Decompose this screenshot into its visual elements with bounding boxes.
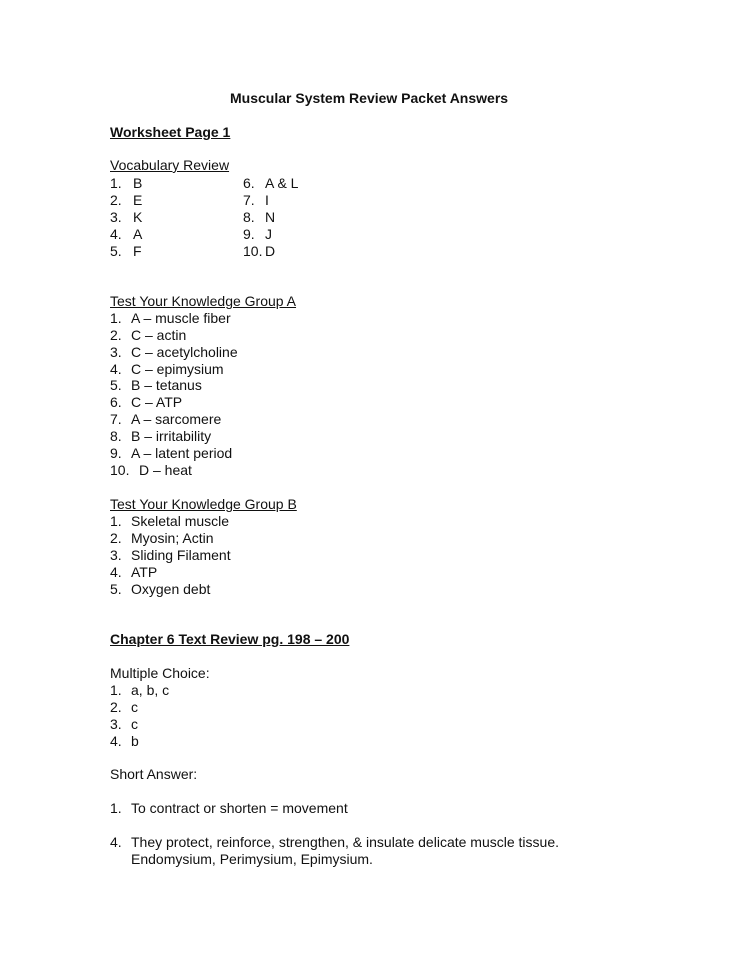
list-number: 1. [110, 513, 122, 529]
list-number: 2. [110, 530, 122, 546]
list-item: Skeletal muscle [131, 513, 230, 529]
list-item: B [133, 175, 143, 191]
list-number: 7. [243, 192, 255, 208]
list-number: 3. [110, 344, 122, 360]
list-number: 6. [243, 175, 255, 191]
list-item: F [133, 243, 142, 259]
list-item: A – sarcomere [131, 411, 222, 427]
list-item: K [133, 209, 143, 225]
list-number: 1. [110, 682, 122, 698]
page-title: Muscular System Review Packet Answers [230, 90, 509, 106]
list-item: Sliding Filament [131, 547, 231, 563]
list-item: E [133, 192, 143, 208]
list-number: 4. [110, 361, 122, 377]
list-item: a, b, c [131, 682, 170, 698]
list-item: D [265, 243, 276, 259]
list-item: C – acetylcholine [131, 344, 238, 360]
list-number: 1. [110, 310, 122, 326]
list-number: 4. [110, 226, 122, 242]
list-item: c [131, 716, 138, 732]
list-item: They protect, reinforce, strengthen, & insulate delicate muscle tissue. [131, 834, 559, 850]
list-item: C – actin [131, 327, 187, 343]
list-number: 6. [110, 394, 122, 410]
list-item: ATP [131, 564, 158, 580]
list-item: A – muscle fiber [131, 310, 231, 326]
list-item: J [265, 226, 272, 242]
list-item: N [265, 209, 276, 225]
list-item: D – heat [139, 462, 192, 478]
short-answer-heading: Short Answer: [110, 766, 198, 782]
list-number: 2. [110, 192, 122, 208]
list-number: 4. [110, 834, 122, 850]
list-item: I [265, 192, 269, 208]
worksheet-heading: Worksheet Page 1 [110, 124, 231, 140]
list-number: 1. [110, 175, 122, 191]
group-b-heading: Test Your Knowledge Group B [110, 496, 297, 512]
list-number: 2. [110, 699, 122, 715]
list-number: 8. [243, 209, 255, 225]
list-item: b [131, 733, 139, 749]
list-number: 5. [110, 243, 122, 259]
list-number: 3. [110, 209, 122, 225]
list-number: 10. [110, 462, 130, 478]
vocabulary-heading: Vocabulary Review [110, 157, 230, 173]
list-number: 9. [110, 445, 122, 461]
list-number: 4. [110, 733, 122, 749]
list-item: A [133, 226, 143, 242]
list-number: 1. [110, 800, 122, 816]
list-item: C – ATP [131, 394, 183, 410]
chapter-heading: Chapter 6 Text Review pg. 198 – 200 [110, 631, 350, 647]
list-item: c [131, 699, 138, 715]
list-item: B – irritability [131, 428, 212, 444]
list-number: 4. [110, 564, 122, 580]
list-number: 9. [243, 226, 255, 242]
list-item: C – epimysium [131, 361, 224, 377]
list-number: 3. [110, 716, 122, 732]
list-number: 5. [110, 377, 122, 393]
multiple-choice-heading: Multiple Choice: [110, 665, 210, 681]
list-number: 10. [243, 243, 263, 259]
list-number: 8. [110, 428, 122, 444]
list-number: 2. [110, 327, 122, 343]
list-item: A & L [265, 175, 299, 191]
list-number: 5. [110, 581, 122, 597]
list-item: B – tetanus [131, 377, 202, 393]
list-item-continuation: Endomysium, Perimysium, Epimysium. [131, 851, 373, 867]
list-number: 3. [110, 547, 122, 563]
list-item: To contract or shorten = movement [131, 800, 348, 816]
list-item: Oxygen debt [131, 581, 211, 597]
group-a-heading: Test Your Knowledge Group A [110, 293, 297, 309]
list-item: A – latent period [131, 445, 233, 461]
list-item: Myosin; Actin [131, 530, 214, 546]
list-number: 7. [110, 411, 122, 427]
